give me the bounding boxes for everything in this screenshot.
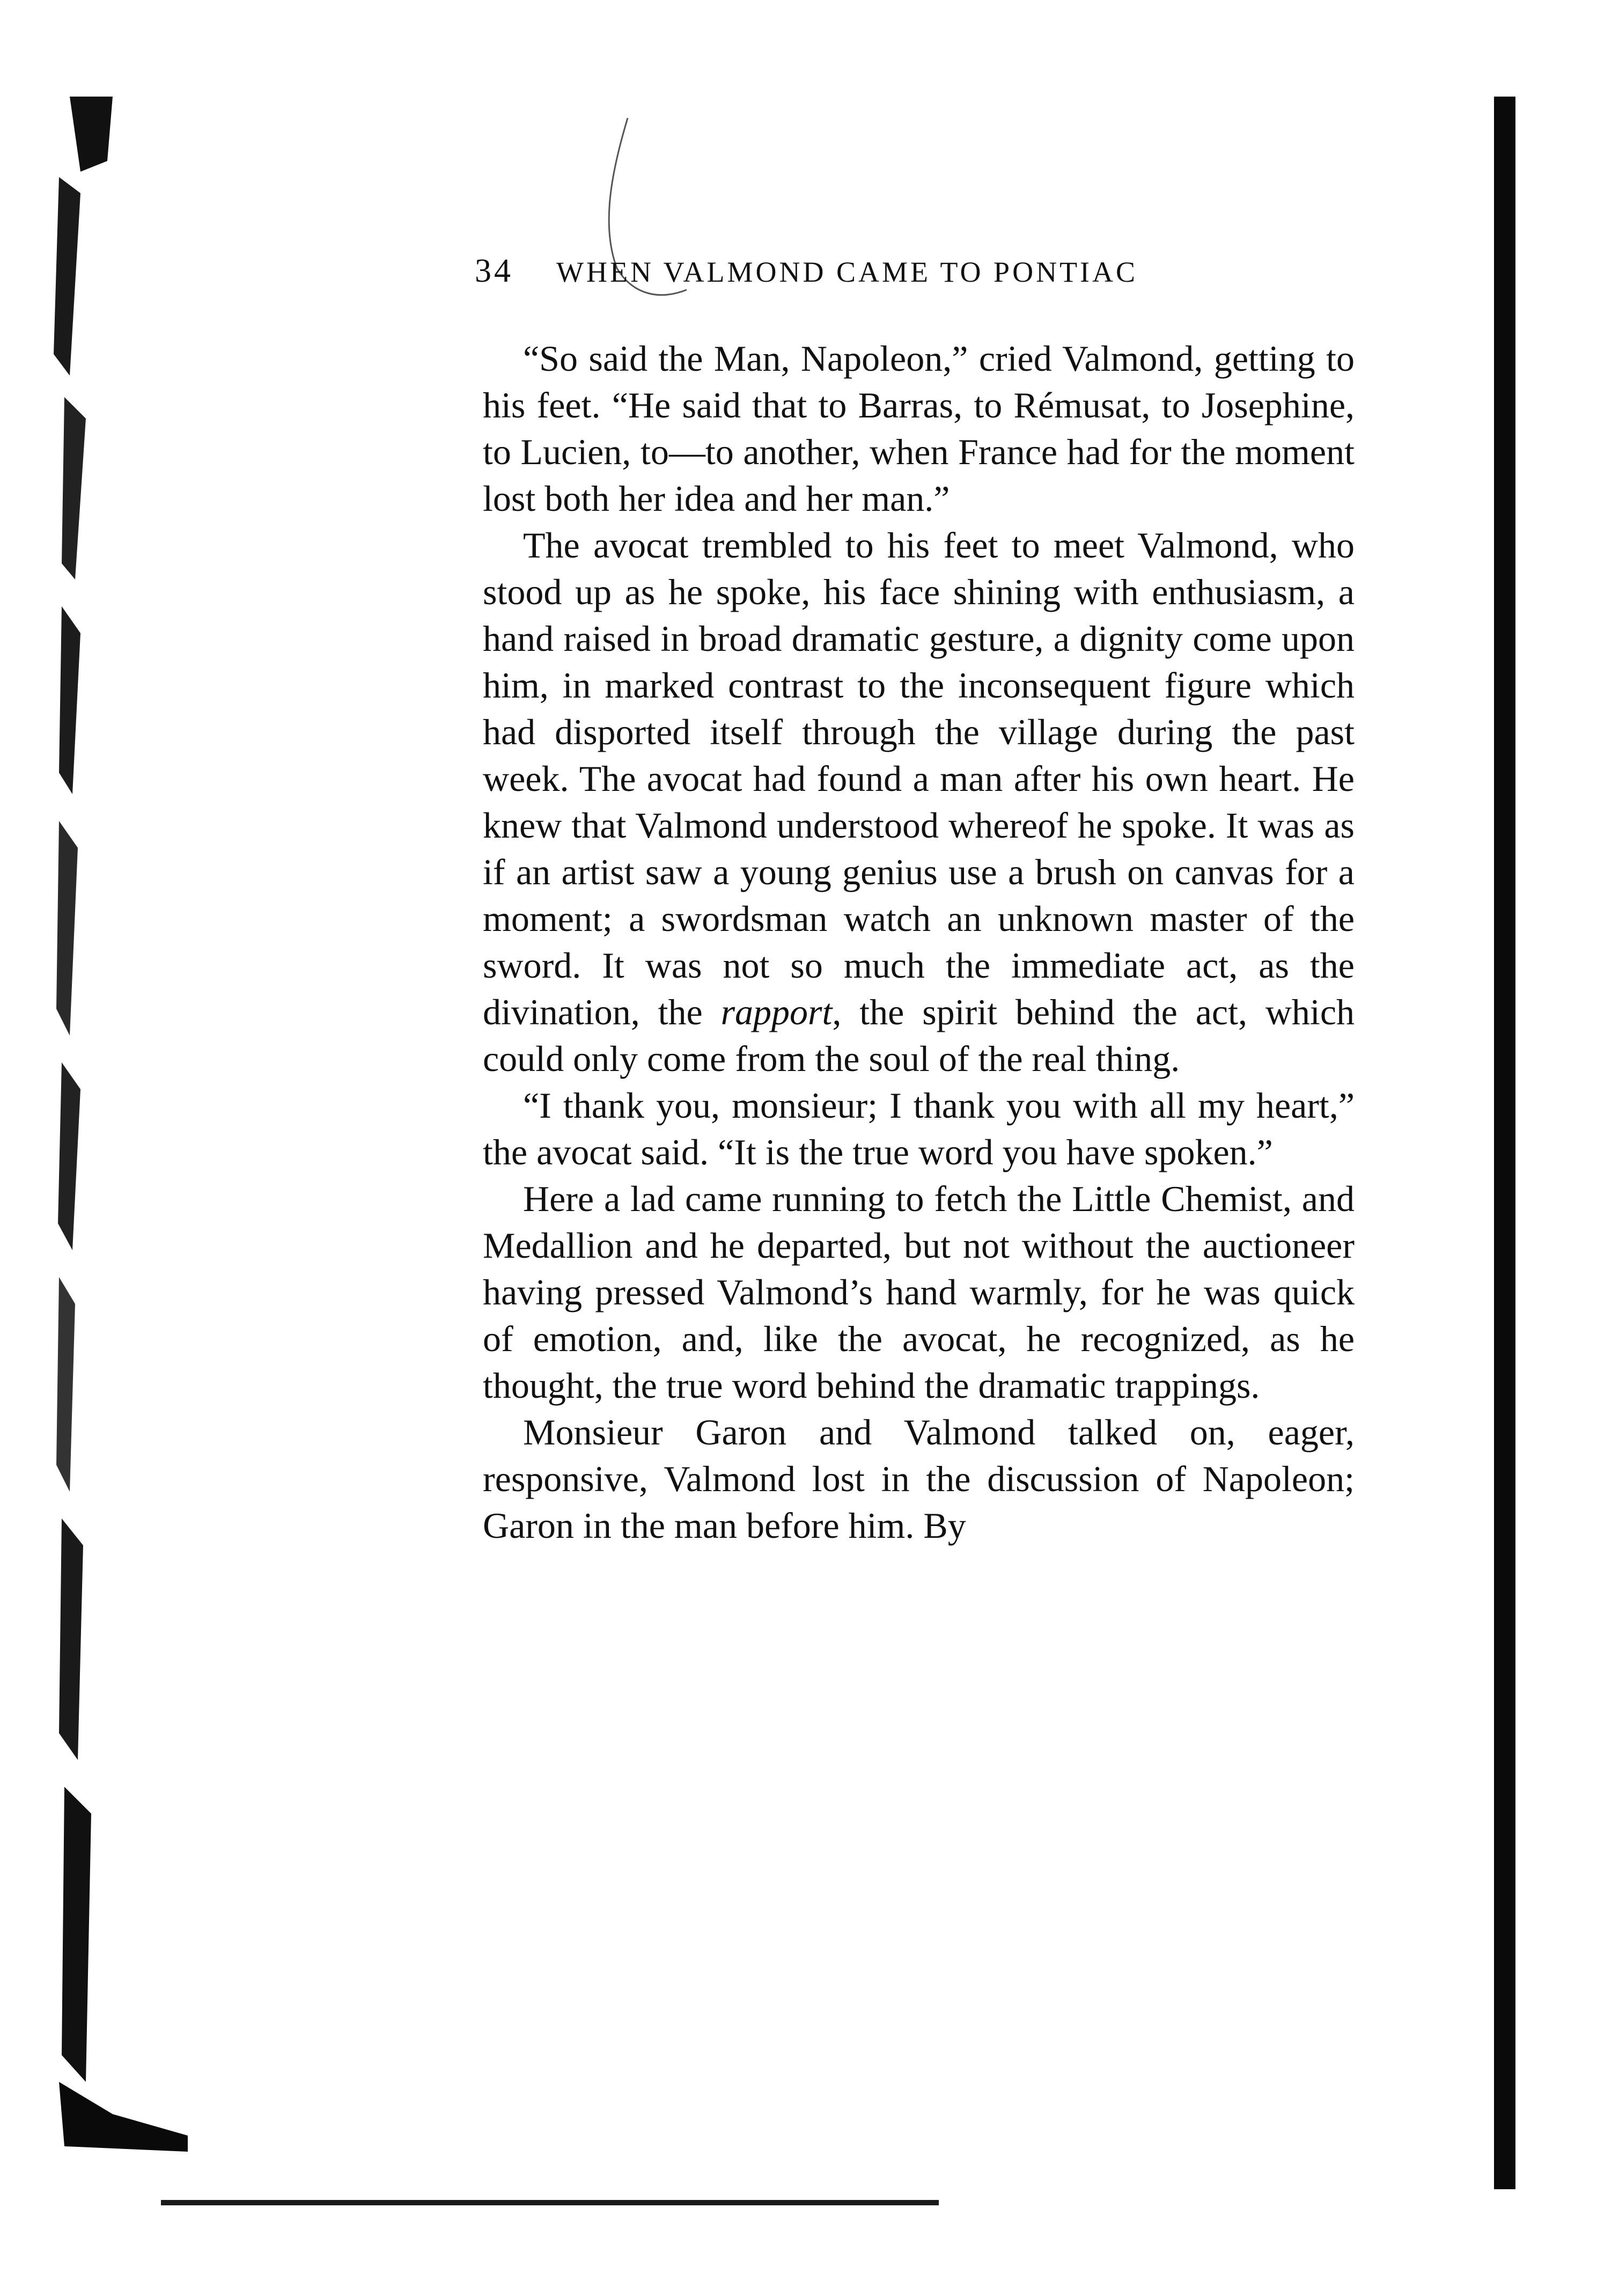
- paragraph-2: [483, 522, 1355, 1082]
- binding-shadow-artifact: [48, 97, 188, 2216]
- paragraph-2-emphasis: rapport: [720, 992, 833, 1032]
- right-edge-shadow: [1494, 97, 1515, 2189]
- running-title: WHEN VALMOND CAME TO PONTIAC: [556, 256, 1138, 288]
- paragraph-2-tail: , the spirit behind the act, which could only come from the soul of the real thing.: [483, 992, 1355, 1079]
- paragraph-1: “So said the Man, Napoleon,” cried Valmond, getting to his feet. “He said that to Barras, to Rémusat, to Josephine, to Lucien, to—to another, when France had for the moment lost both her idea and her man.”: [483, 338, 1355, 519]
- body-text: [483, 335, 1355, 1549]
- paragraph-4: Here a lad came running to fetch the Little Chemist, and Medallion and he departed, but not without the auctioneer having pressed Valmond’s hand warmly, for he was quick of emotion, and, like the avocat, he recognized, as he thought, the true word behind the dramatic trappings.: [483, 1178, 1355, 1406]
- paragraph-5: Monsieur Garon and Valmond talked on, eager, responsive, Valmond lost in the discussion of Napoleon; Garon in the man before him. By: [483, 1412, 1355, 1546]
- page-number: 34: [475, 253, 513, 289]
- bottom-edge-shadow: [161, 2200, 939, 2205]
- running-header: [475, 252, 1355, 300]
- paragraph-3: “I thank you, monsieur; I thank you with all my heart,” the avocat said. “It is the true word you have spoken.”: [483, 1085, 1355, 1172]
- paragraph-2-text: The avocat trembled to his feet to meet Valmond, who stood up as he spoke, his face shining with enthusiasm, a hand raised in broad dramatic gesture, a dignity come upon him, in marked contrast to the inconsequent figure which had disported itself through the village during the past week. The avocat had found a man after his own heart. He knew that Valmond understood whereof he spoke. It was as if an artist saw a young genius use a brush on canvas for a moment; a swordsman watch an unknown master of the sword. It was not so much the immediate act, as the divination, the: [483, 525, 1355, 1032]
